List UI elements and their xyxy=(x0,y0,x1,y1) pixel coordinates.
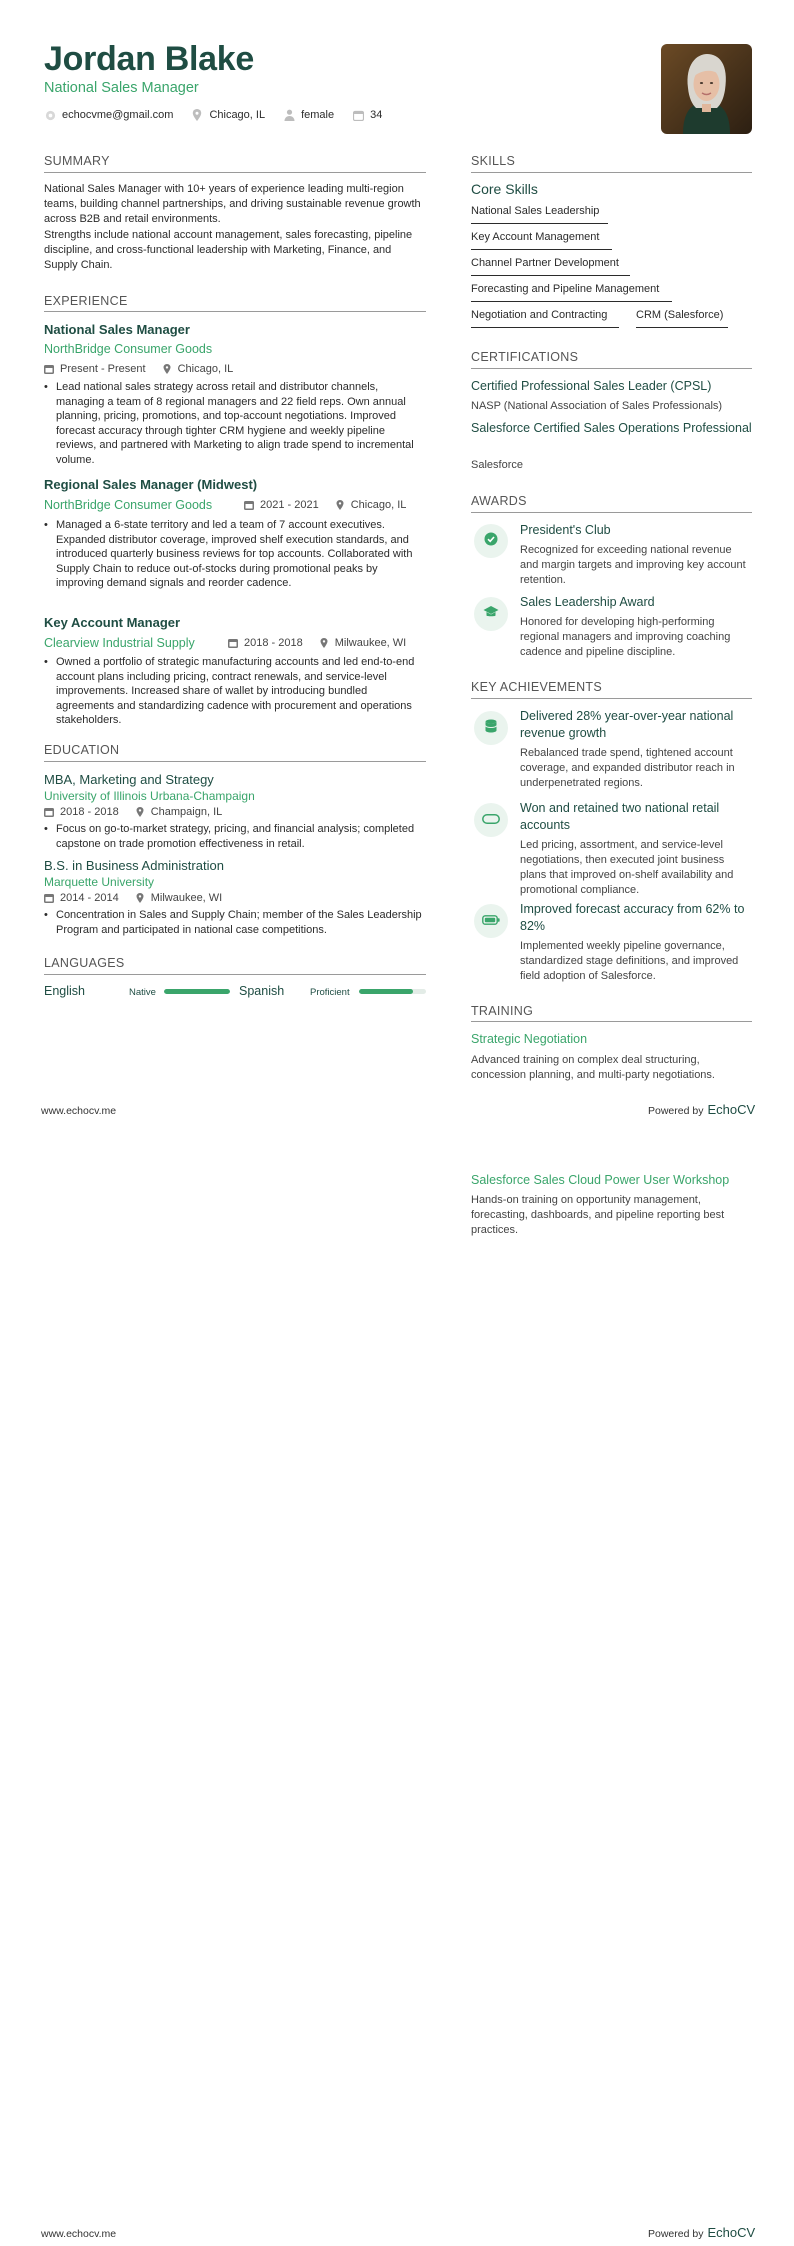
language-level: Proficient xyxy=(310,987,350,998)
education-meta xyxy=(44,892,238,904)
location-pin-icon xyxy=(135,893,145,903)
age-text: 34 xyxy=(370,109,383,121)
training-description: Advanced training on complex deal structuring, concession planning, and multi-party negotiations. xyxy=(471,1054,715,1081)
education-meta xyxy=(44,806,238,818)
education-location-text: Champaign, IL xyxy=(150,806,223,818)
calendar-icon xyxy=(352,109,364,121)
skill-underline xyxy=(471,275,630,276)
job-title: Regional Sales Manager (Midwest) xyxy=(44,477,258,492)
education-dates-text: 2014 - 2014 xyxy=(60,892,119,904)
job-dates-text: Present - Present xyxy=(60,363,146,375)
achievement-badge xyxy=(474,803,508,837)
awards-divider xyxy=(471,512,752,513)
location-pin-icon xyxy=(335,500,345,510)
training-description: Hands-on training on opportunity management, forecasting, dashboards, and pipeline reporting best practices. xyxy=(471,1194,725,1236)
award-badge xyxy=(474,597,508,631)
education-dates xyxy=(44,892,119,904)
footer-branding xyxy=(648,2225,755,2240)
job-location-text: Chicago, IL xyxy=(177,363,234,375)
job-dates-text: 2018 - 2018 xyxy=(244,637,303,649)
certification-title: Certified Professional Sales Leader (CPSL) xyxy=(471,379,712,393)
echocv-logo-text: EchoCV xyxy=(707,2225,756,2240)
job-location xyxy=(162,363,234,375)
education-location-text: Milwaukee, WI xyxy=(150,892,223,904)
job-company: NorthBridge Consumer Goods xyxy=(44,342,213,356)
summary-divider xyxy=(44,172,426,173)
degree-title: MBA, Marketing and Strategy xyxy=(44,772,214,787)
job-meta xyxy=(44,363,249,375)
certification-title: Salesforce Certified Sales Operations Professional xyxy=(471,421,752,435)
achievement-description: Implemented weekly pipeline governance, standardized stage definitions, and improved field adoption of Salesforce. xyxy=(520,940,739,982)
skill-item: National Sales Leadership xyxy=(471,205,600,217)
footer-website-link[interactable]: www.echocv.me xyxy=(41,2228,117,2240)
skill-item: Forecasting and Pipeline Management xyxy=(471,283,660,295)
calendar-icon xyxy=(44,893,54,903)
languages-heading: LANGUAGES xyxy=(44,956,125,970)
education-dates xyxy=(44,806,119,818)
skill-item: CRM (Salesforce) xyxy=(636,309,724,321)
training-divider xyxy=(471,1021,752,1022)
database-icon xyxy=(485,719,497,738)
contact-bar xyxy=(44,109,400,121)
language-proficiency-bar xyxy=(164,989,230,994)
email-text: echocvme@gmail.com xyxy=(62,109,174,121)
achievement-title: Delivered 28% year-over-year national revenue growth xyxy=(520,709,734,740)
achievement-description: Rebalanced trade spend, tightened account coverage, and expanded distributor reach in underpenetrated regions. xyxy=(520,747,735,789)
skill-underline xyxy=(636,327,728,328)
job-bullet: • Lead national sales strategy across retail and distributor channels, managing a team of 8 regional managers and 22 field reps. Own annual planning, pricing, promotions, and top-account negotiations. Improved forecast accuracy through tighter CRM hygiene and weekly pipeline reviews, and partnered with Marketing to align trade spend to incremental volume. xyxy=(44,380,426,468)
achievement-title: Improved forecast accuracy from 62% to 82% xyxy=(520,902,745,933)
language-name: Spanish xyxy=(239,984,285,998)
summary-paragraph-2: Strengths include national account management, sales forecasting, pipeline discipline, and cross-functional leadership with Marketing, Finance, and Supply Chain. xyxy=(44,229,413,271)
job-meta xyxy=(244,499,422,511)
job-location xyxy=(319,637,407,649)
language-proficiency-fill xyxy=(359,989,413,994)
gender-text: female xyxy=(301,109,335,121)
achievements-heading: KEY ACHIEVEMENTS xyxy=(471,680,602,694)
language-level: Native xyxy=(129,987,156,998)
achievements-divider xyxy=(471,698,752,699)
language-proficiency-bar xyxy=(359,989,426,994)
calendar-icon xyxy=(44,364,54,374)
skill-underline xyxy=(471,327,619,328)
school-name: University of Illinois Urbana-Champaign xyxy=(44,789,255,803)
languages-divider xyxy=(44,974,426,975)
echocv-logo-text: EchoCV xyxy=(707,1102,756,1117)
job-location xyxy=(335,499,407,511)
pill-icon xyxy=(482,811,500,829)
degree-title: B.S. in Business Administration xyxy=(44,858,224,873)
training-heading: TRAINING xyxy=(471,1004,534,1018)
location-pin-icon xyxy=(319,638,329,648)
powered-by-text: Powered by xyxy=(648,2228,704,2240)
person-icon xyxy=(283,109,295,121)
job-location-text: Chicago, IL xyxy=(350,499,407,511)
job-title: Key Account Manager xyxy=(44,615,181,630)
education-dates-text: 2018 - 2018 xyxy=(60,806,119,818)
education-divider xyxy=(44,761,426,762)
experience-divider xyxy=(44,311,426,312)
location-pin-icon xyxy=(162,364,172,374)
language-proficiency-fill xyxy=(164,989,230,994)
job-company: Clearview Industrial Supply xyxy=(44,636,195,650)
achievement-description: Led pricing, assortment, and service-level negotiations, then executed joint business plans that improved on-shelf availability and promotional compliance. xyxy=(520,839,734,896)
summary-heading: SUMMARY xyxy=(44,154,110,168)
school-name: Marquette University xyxy=(44,875,155,889)
training-title: Strategic Negotiation xyxy=(471,1032,588,1046)
at-icon xyxy=(44,109,56,121)
certifications-heading: CERTIFICATIONS xyxy=(471,350,579,364)
calendar-icon xyxy=(244,500,254,510)
award-title: President's Club xyxy=(520,523,611,537)
contact-email[interactable] xyxy=(44,109,173,121)
graduation-cap-icon xyxy=(483,605,499,624)
skill-underline xyxy=(471,301,672,302)
awards-heading: AWARDS xyxy=(471,494,527,508)
job-company: NorthBridge Consumer Goods xyxy=(44,498,213,512)
achievement-badge xyxy=(474,904,508,938)
education-location xyxy=(135,806,223,818)
education-bullet: • Concentration in Sales and Supply Chain; member of the Sales Leadership Program and participated in national case competitions. xyxy=(44,908,426,937)
location-text: Chicago, IL xyxy=(209,109,266,121)
contact-location xyxy=(191,109,265,121)
certification-issuer: NASP (National Association of Sales Professionals) xyxy=(471,400,723,412)
education-location xyxy=(135,892,223,904)
powered-by-text: Powered by xyxy=(648,1105,704,1117)
job-title: National Sales Manager xyxy=(44,322,190,337)
location-pin-icon xyxy=(191,109,203,121)
location-pin-icon xyxy=(135,807,145,817)
achievement-title: Won and retained two national retail accounts xyxy=(520,801,720,832)
calendar-icon xyxy=(44,807,54,817)
achievement-badge xyxy=(474,711,508,745)
job-dates xyxy=(244,499,319,511)
language-name: English xyxy=(44,984,85,998)
job-dates xyxy=(228,637,303,649)
job-bullet: • Owned a portfolio of strategic manufacturing accounts and led end-to-end account plans including pricing, contract renewals, and service-level improvements. Increased share of wallet by introducing bundled agreements and standardizing cadence with procurement and operations stakeholders. xyxy=(44,655,426,728)
certifications-divider xyxy=(471,368,752,369)
calendar-icon xyxy=(228,638,238,648)
skill-item: Channel Partner Development xyxy=(471,257,619,269)
skill-underline xyxy=(471,249,612,250)
summary-paragraph-1: National Sales Manager with 10+ years of experience leading multi-region teams, building channel partnerships, and driving sustainable revenue growth across B2B and retail environments. xyxy=(44,183,421,225)
job-meta xyxy=(228,637,422,649)
battery-icon xyxy=(482,912,500,930)
education-bullet: • Focus on go-to-market strategy, pricing, and financial analysis; completed capstone on trade promotion effectiveness in retail. xyxy=(44,822,426,851)
skill-underline xyxy=(471,223,608,224)
skills-divider xyxy=(471,172,752,173)
skill-item: Negotiation and Contracting xyxy=(471,309,608,321)
skills-group-heading: Core Skills xyxy=(471,181,538,197)
contact-gender xyxy=(283,109,334,121)
award-badge xyxy=(474,524,508,558)
skill-item: Key Account Management xyxy=(471,231,600,243)
experience-heading: EXPERIENCE xyxy=(44,294,128,308)
profile-photo xyxy=(661,44,752,134)
contact-age xyxy=(352,109,382,121)
candidate-headline: National Sales Manager xyxy=(44,80,199,96)
candidate-name: Jordan Blake xyxy=(44,40,254,78)
footer-branding xyxy=(648,1102,755,1117)
footer-website-link[interactable]: www.echocv.me xyxy=(41,1105,117,1117)
check-circle-icon xyxy=(484,532,498,551)
job-dates xyxy=(44,363,146,375)
job-dates-text: 2021 - 2021 xyxy=(260,499,319,511)
skills-heading: SKILLS xyxy=(471,154,516,168)
award-title: Sales Leadership Award xyxy=(520,595,655,609)
job-bullet: • Managed a 6-state territory and led a team of 7 account executives. Expanded distributor coverage, improved shelf execution standards, and introduced quarterly business reviews for top accounts. Collaborated with Supply Chain to reduce out-of-stocks during promotional peaks by improving demand signals and reorder cadence. xyxy=(44,518,426,591)
certification-issuer: Salesforce xyxy=(471,459,523,471)
award-description: Recognized for exceeding national revenue and margin targets and improving key account retention. xyxy=(520,544,746,586)
award-description: Honored for developing high-performing regional managers and improving coaching cadence and pipeline discipline. xyxy=(520,616,731,658)
education-heading: EDUCATION xyxy=(44,743,120,757)
job-location-text: Milwaukee, WI xyxy=(334,637,407,649)
training-title: Salesforce Sales Cloud Power User Workshop xyxy=(471,1173,730,1187)
